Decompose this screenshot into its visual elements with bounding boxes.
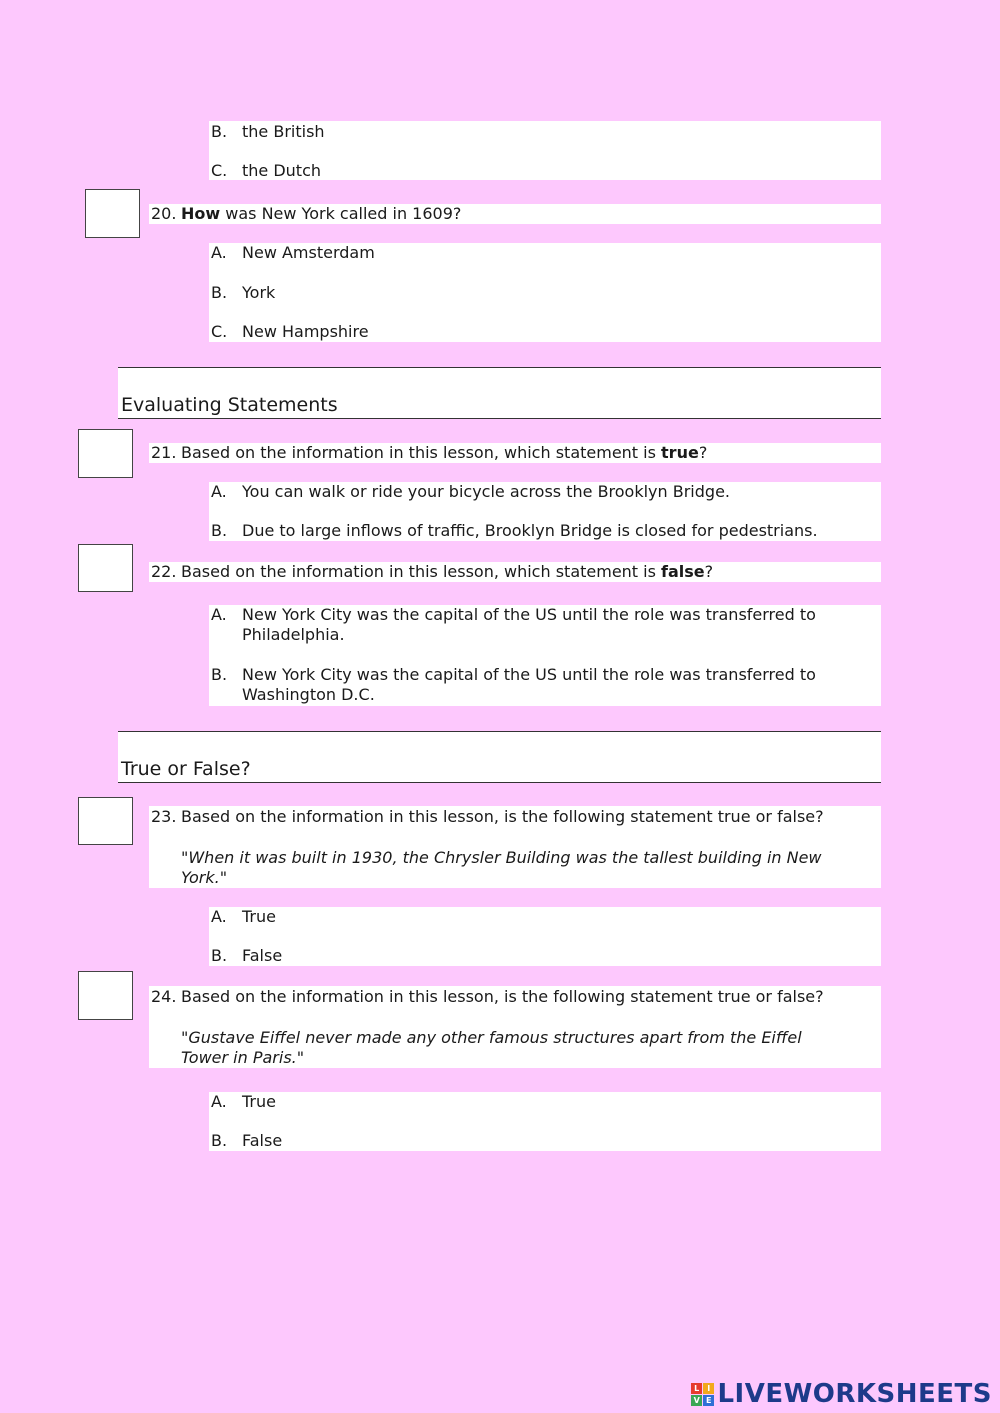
q20-options — [209, 243, 881, 342]
option-text: the Dutch — [242, 161, 322, 180]
logo-mark-i: I — [703, 1383, 714, 1394]
option-letter: C. — [211, 161, 228, 180]
option-text: New York City was the capital of the US until the role was transferred to Philadelphia. — [242, 605, 816, 644]
question-suffix: ? — [698, 443, 708, 462]
question-number: 23. — [151, 807, 177, 826]
question-number: 21. — [151, 443, 177, 462]
option-text: False — [242, 946, 283, 965]
option-letter: C. — [211, 322, 228, 341]
option-letter: A. — [211, 482, 227, 501]
option-text: You can walk or ride your bicycle across the Brooklyn Bridge. — [242, 482, 730, 501]
option-text: the British — [242, 122, 325, 141]
question-text — [181, 443, 877, 463]
question-text: Based on the information in this lesson, is the following statement true or false? — [181, 807, 824, 826]
answer-box-23[interactable] — [78, 797, 133, 845]
question-23 — [149, 806, 881, 888]
option-letter: B. — [211, 283, 228, 302]
q24-options — [209, 1092, 881, 1151]
option-letter: A. — [211, 907, 227, 926]
question-text: Based on the information in this lesson, is the following statement true or false? — [181, 987, 824, 1006]
answer-box-20[interactable] — [85, 189, 140, 238]
question-number: 22. — [151, 562, 177, 581]
option-letter: B. — [211, 1131, 228, 1150]
option-text: False — [242, 1131, 283, 1150]
q22-options — [209, 605, 881, 706]
logo-mark-l: L — [691, 1383, 702, 1394]
section-header-evaluating — [118, 367, 881, 419]
option-letter: B. — [211, 521, 228, 540]
option-text: York — [242, 283, 276, 302]
answer-box-22[interactable] — [78, 544, 133, 592]
option-letter: B. — [211, 665, 228, 684]
option-letter: B. — [211, 122, 228, 141]
logo-mark-e: E — [703, 1395, 714, 1406]
question-emphasis: How — [181, 204, 221, 223]
question-number: 24. — [151, 987, 177, 1006]
q23-options — [209, 907, 881, 966]
question-prefix: Based on the information in this lesson, which statement is — [181, 562, 662, 581]
question-21 — [149, 443, 881, 463]
answer-box-24[interactable] — [78, 971, 133, 1020]
logo-text: LIVEWORKSHEETS — [717, 1379, 992, 1409]
option-text: New York City was the capital of the US until the role was transferred to Washington D.C. — [242, 665, 816, 704]
option-text: New Hampshire — [242, 322, 369, 341]
question-number: 20. — [151, 204, 177, 223]
logo-mark-icon — [691, 1383, 714, 1406]
question-24 — [149, 986, 881, 1068]
question-20 — [149, 204, 881, 224]
option-letter: A. — [211, 243, 227, 262]
question-quote: "When it was built in 1930, the Chrysler Building was the tallest building in New York." — [181, 848, 822, 887]
question-suffix: ? — [704, 562, 714, 581]
option-text: New Amsterdam — [242, 243, 375, 262]
question-text — [181, 562, 877, 582]
option-letter: A. — [211, 605, 227, 624]
question-quote: "Gustave Eiffel never made any other famous structures apart from the Eiffel Tower in Paris." — [181, 1028, 802, 1067]
question-rest: was New York called in 1609? — [220, 204, 462, 223]
option-letter: A. — [211, 1092, 227, 1111]
question-text — [181, 204, 877, 224]
logo-mark-v: V — [691, 1395, 702, 1406]
answer-box-21[interactable] — [78, 429, 133, 478]
section-title: True or False? — [121, 758, 251, 780]
section-title: Evaluating Statements — [121, 394, 338, 416]
question-prefix: Based on the information in this lesson, which statement is — [181, 443, 662, 462]
liveworksheets-logo — [691, 1379, 992, 1409]
q19-options — [209, 121, 881, 180]
option-text: True — [242, 1092, 276, 1111]
option-text: True — [242, 907, 276, 926]
section-header-true-false — [118, 731, 881, 783]
option-text: Due to large inflows of traffic, Brooklyn Bridge is closed for pedestrians. — [242, 521, 818, 540]
question-22 — [149, 562, 881, 582]
option-letter: B. — [211, 946, 228, 965]
q21-options — [209, 482, 881, 541]
question-emphasis: true — [661, 443, 699, 462]
question-emphasis: false — [661, 562, 705, 581]
